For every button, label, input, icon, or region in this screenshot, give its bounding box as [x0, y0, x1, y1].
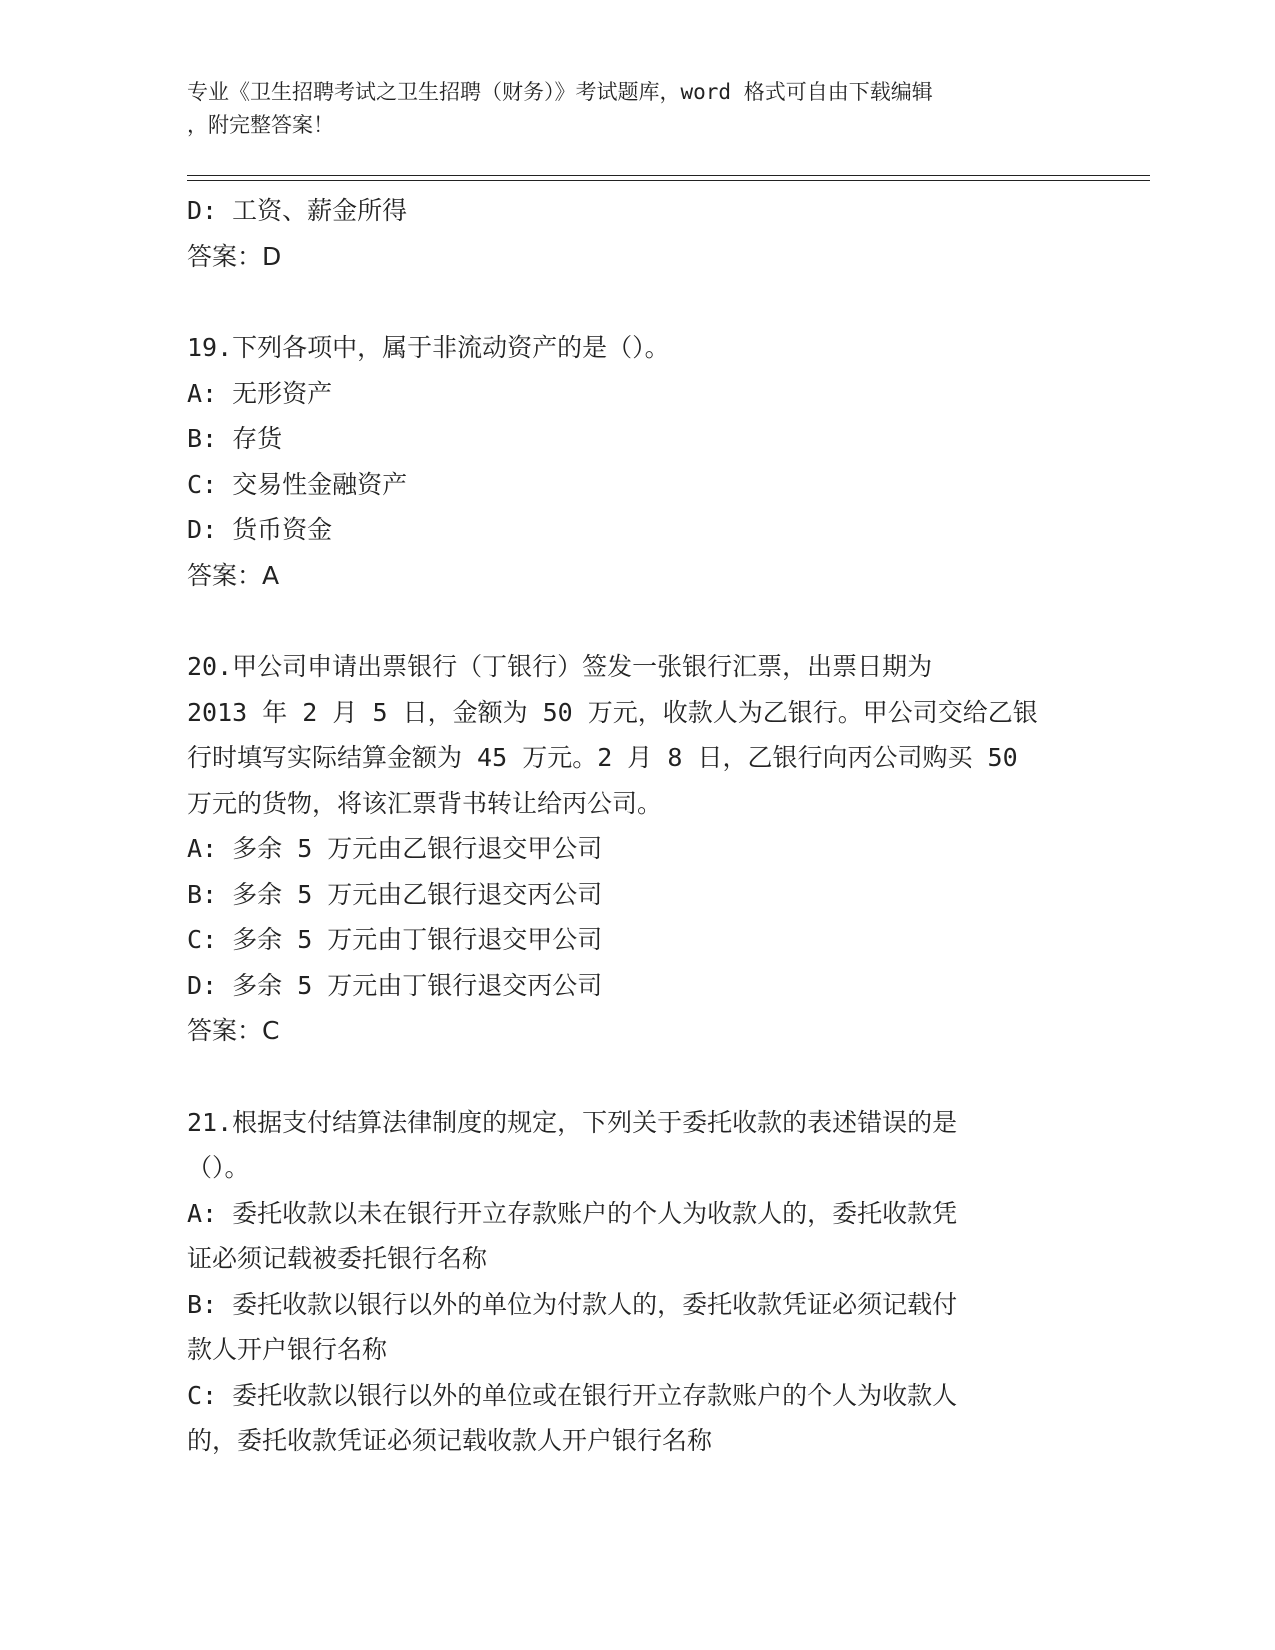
question-stem-line: 2013 年 2 月 5 日，金额为 50 万元，收款人为乙银行。甲公司交给乙银 [187, 697, 1038, 727]
question-stem-line: 行时填写实际结算金额为 45 万元。2 月 8 日，乙银行向丙公司购买 50 [187, 743, 1018, 772]
question-stem-line: 20.甲公司申请出票银行（丁银行）签发一张银行汇票，出票日期为 [187, 652, 933, 681]
header-line-2: ，附完整答案！ [187, 113, 334, 137]
option-a-line: 证必须记载被委托银行名称 [187, 1244, 488, 1273]
option-c-line: 的，委托收款凭证必须记载收款人开户银行名称 [187, 1426, 713, 1455]
option-b-line: B: 委托收款以银行以外的单位为付款人的，委托收款凭证必须记载付 [187, 1289, 958, 1319]
option-c-line: C: 委托收款以银行以外的单位或在银行开立存款账户的个人为收款人 [187, 1380, 958, 1410]
document-header [187, 76, 1067, 142]
header-divider-bottom [187, 180, 1150, 181]
option-d: D: 货币资金 [187, 515, 333, 544]
option-d: D: 多余 5 万元由丁银行退交丙公司 [187, 970, 603, 1000]
previous-question-tail [187, 188, 1087, 279]
question-stem-line: 21.根据支付结算法律制度的规定，下列关于委托收款的表述错误的是 [187, 1107, 958, 1137]
header-line-1: 专业《卫生招聘考试之卫生招聘（财务）》考试题库，word 格式可自由下载编辑 [187, 80, 933, 104]
question-stem-line: （）。 [187, 1153, 250, 1182]
question-20 [187, 644, 1087, 1054]
option-a: A: 无形资产 [187, 378, 333, 408]
answer-line: 答案：C [187, 1016, 280, 1045]
option-b: B: 存货 [187, 424, 283, 453]
question-stem-line: 万元的货物，将该汇票背书转让给丙公司。 [187, 788, 663, 818]
option-a: A: 多余 5 万元由乙银行退交甲公司 [187, 834, 603, 863]
answer-line: 答案：A [187, 560, 280, 590]
option-c: C: 交易性金融资产 [187, 469, 408, 499]
header-divider-top [187, 175, 1150, 176]
option-b-line: 款人开户银行名称 [187, 1335, 388, 1364]
option-b: B: 多余 5 万元由乙银行退交丙公司 [187, 879, 603, 909]
spacer [187, 1054, 1087, 1100]
spacer [187, 279, 1087, 325]
question-content [187, 188, 1087, 1464]
option-a-line: A: 委托收款以未在银行开立存款账户的个人为收款人的，委托收款凭 [187, 1198, 958, 1228]
question-19 [187, 325, 1087, 598]
question-21 [187, 1100, 1087, 1464]
option-c: C: 多余 5 万元由丁银行退交甲公司 [187, 925, 603, 954]
spacer [187, 598, 1087, 644]
question-stem: 19.下列各项中，属于非流动资产的是（）。 [187, 333, 670, 362]
option-d: D: 工资、薪金所得 [187, 196, 408, 225]
answer-line: 答案：D [187, 241, 282, 271]
